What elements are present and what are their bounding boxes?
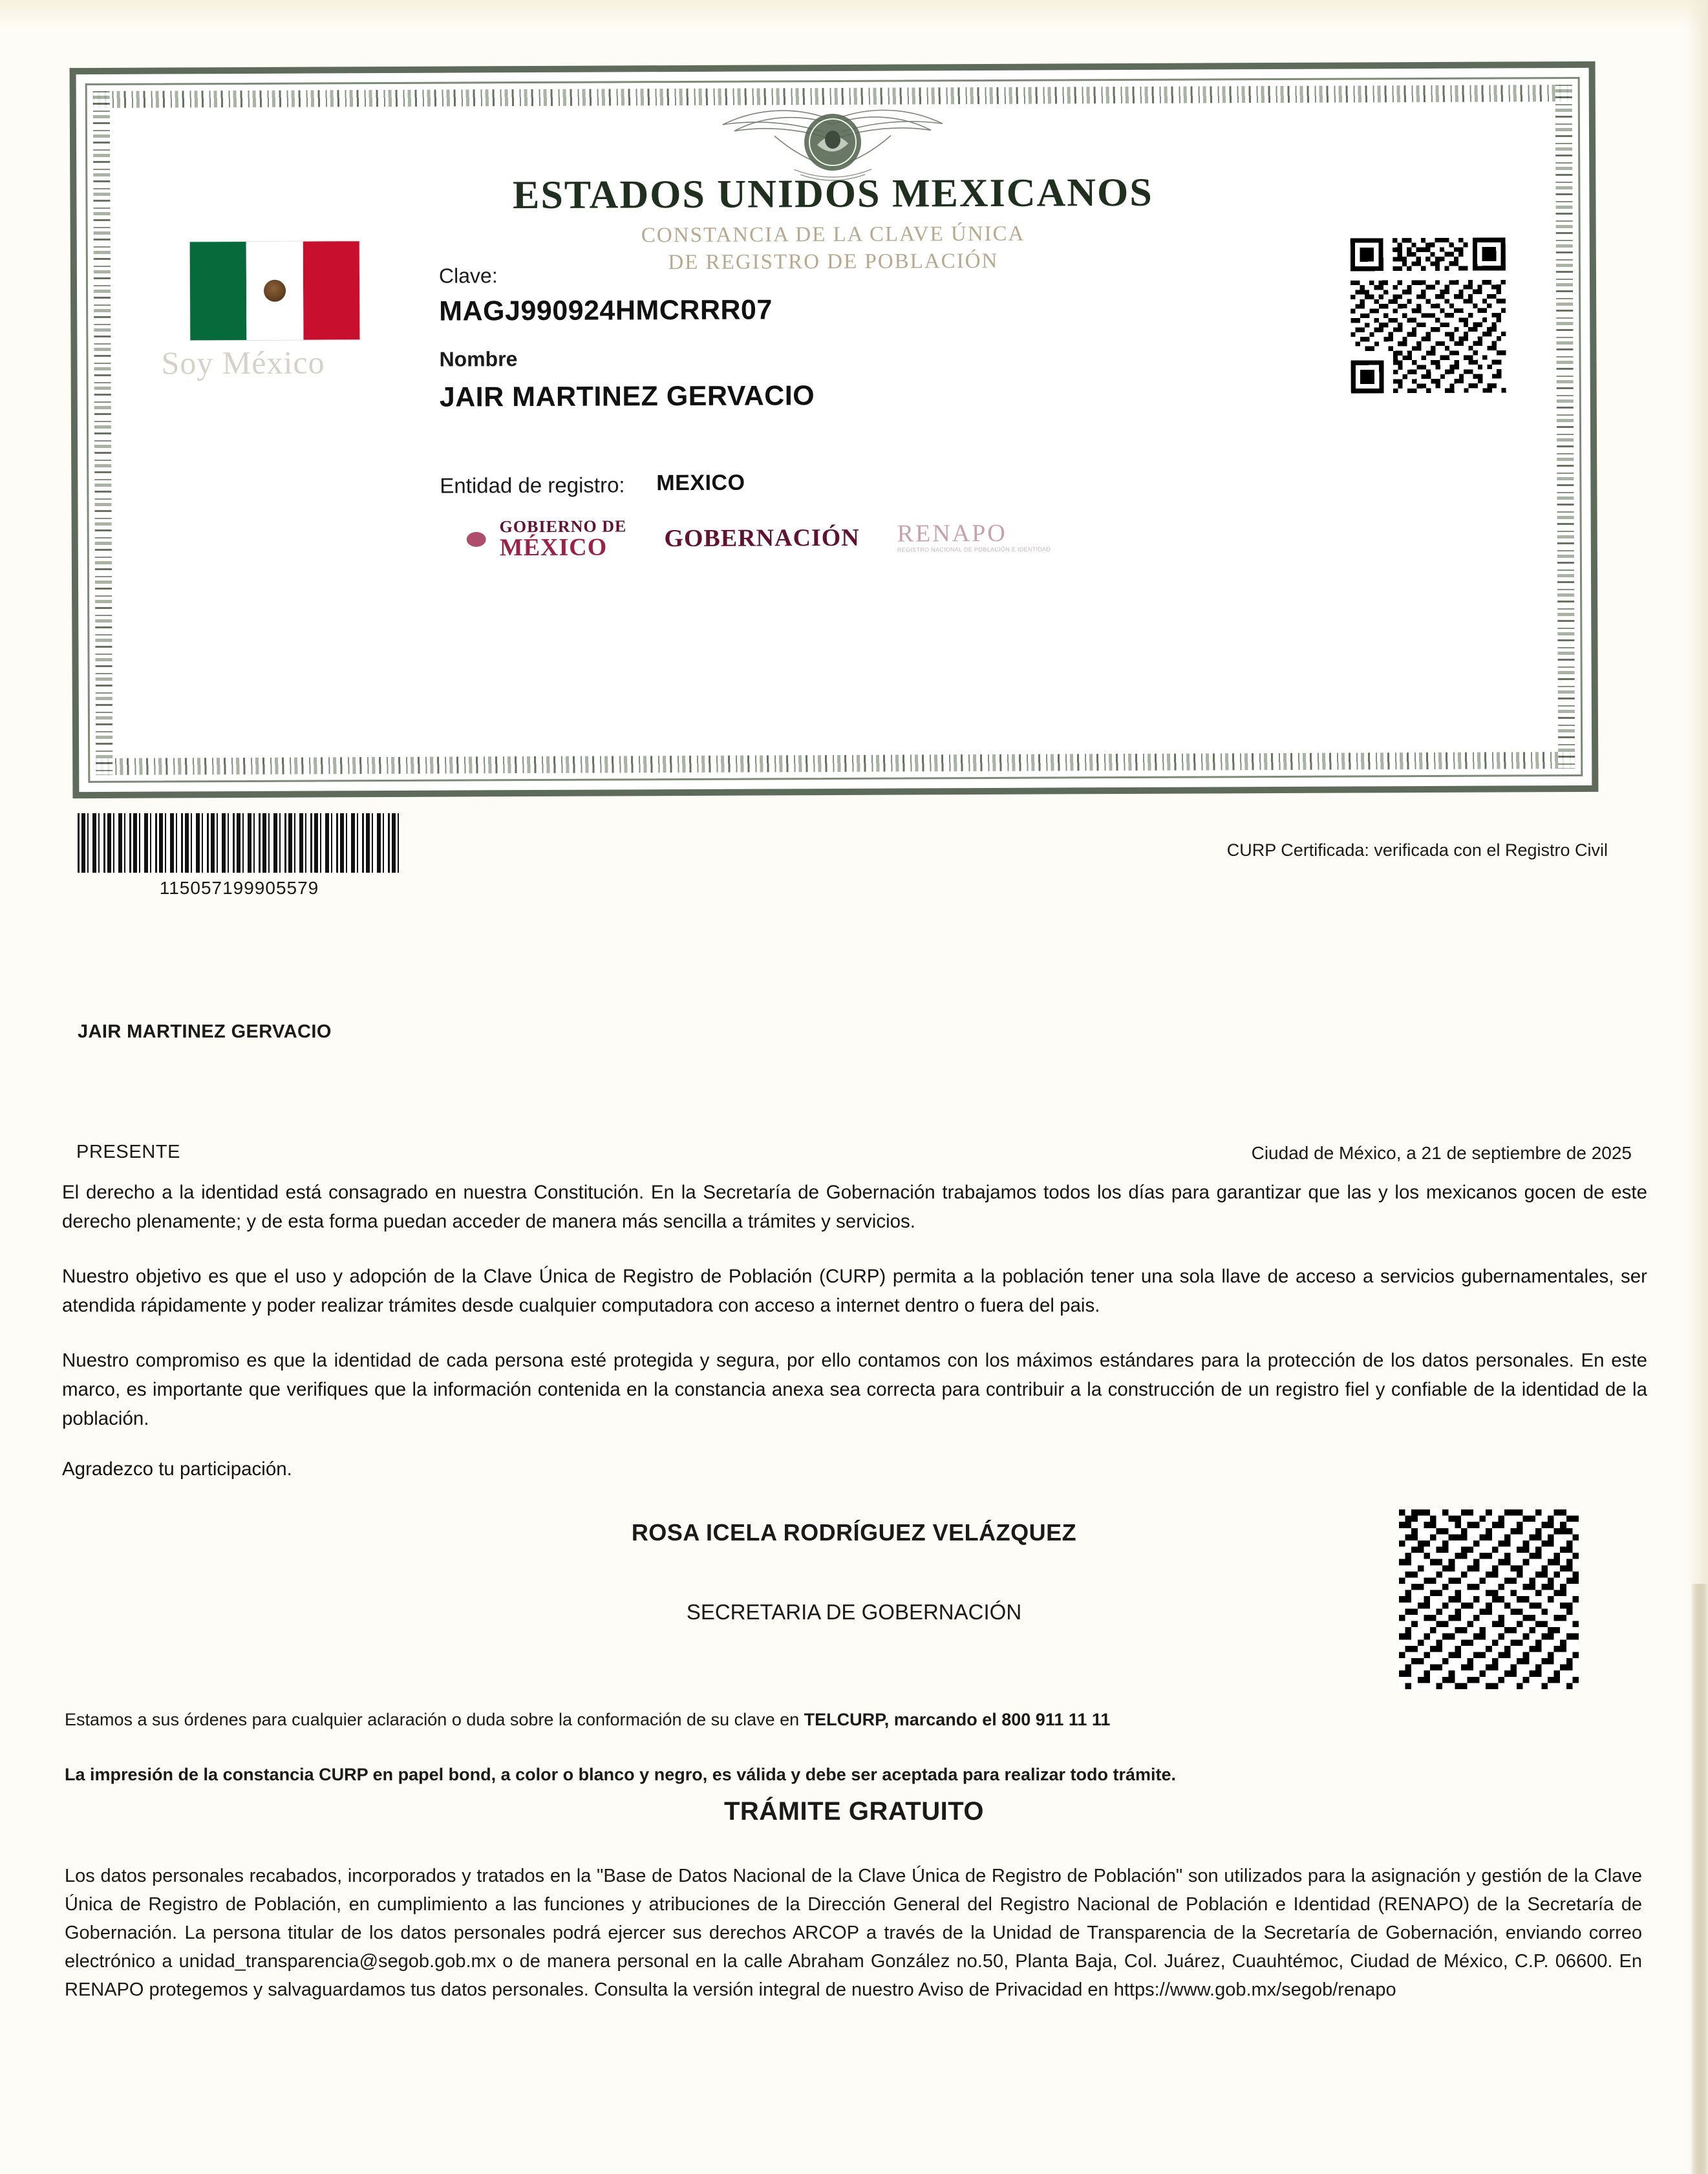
privacy-notice: Los datos personales recabados, incorporados y tratados en la "Base de Datos Nacional de la Clave Única de Registro de Población" son utilizados para la asignación y gestión de la Clave Única de Registro de Población, en cumplimiento a las funciones y atribuciones de la Dirección General del Registro Nacional de Población e Identidad (RENAPO) de la Secretaría de Gobernación. La persona titular de los datos personales podrá ejercer sus derechos ARCOP a través de la Unidad de Transparencia de la Secretaría de Gobernación, enviando correo electrónico a unidad_transparencia@segob.gob.mx o de manera personal en la calle Abraham González no.50, Planta Baja, Col. Juárez, Cuauhtémoc, Ciudad de México, C.P. 06600. En RENAPO protegemos y salvaguardamos tus datos personales. Consulta la versión integral de nuestro Aviso de Privacidad en https://www.gob.mx/segob/renapo — [65, 1866, 1642, 2000]
logo-renapo-name: RENAPO — [897, 520, 1007, 548]
flag-stripe-red — [303, 241, 359, 339]
qr-code-icon — [1350, 237, 1506, 393]
signer-title: SECRETARIA DE GOBERNACIÓN — [686, 1600, 1022, 1624]
entidad-label: Entidad de registro: — [440, 473, 625, 498]
document-subtitle-line1: CONSTANCIA DE LA CLAVE ÚNICA — [641, 222, 1025, 248]
clave-value: MAGJ990924HMCRRR07 — [439, 294, 773, 327]
telcurp-phone: TELCURP, marcando el 800 911 11 11 — [804, 1710, 1111, 1729]
logo-gobierno-line2: MÉXICO — [499, 533, 608, 562]
logo-gobierno-de-mexico — [460, 518, 627, 560]
clave-label: Clave: — [438, 264, 498, 288]
curp-constancia-card — [71, 65, 1597, 795]
document-subtitle-line2: DE REGISTRO DE POBLACIÓN — [668, 249, 999, 275]
logo-gobernacion: GOBERNACIÓN — [664, 524, 860, 553]
page-title: ESTADOS UNIDOS MEXICANOS — [512, 170, 1153, 218]
ornamental-border — [70, 61, 1599, 798]
page-edge-shadow — [1691, 1584, 1708, 2174]
letter-paragraph-4: Agradezco tu participación. — [62, 1458, 292, 1480]
curp-certificada-note: CURP Certificada: verificada con el Registro Civil — [1226, 840, 1608, 860]
flag-stripe-green — [190, 242, 247, 340]
impresion-note: La impresión de la constancia CURP en papel bond, a color o blanco y negro, es válida y debe ser aceptada para realizar todo trámite. — [65, 1765, 1177, 1784]
letter-addressee: JAIR MARTINEZ GERVACIO — [78, 1021, 332, 1042]
institutional-logos — [460, 517, 1051, 560]
letter-paragraph-2: Nuestro objetivo es que el uso y adopción de la Clave Única de Registro de Población (CURP) permita a la población tener una sola llave de acceso a servicios gubernamentales, ser atendida rápidamente y poder realizar trámites desde cualquier computadora con acceso a internet dentro o fuera del pais. — [62, 1266, 1647, 1316]
gob-eagle-icon — [460, 526, 493, 552]
mexican-flag-icon — [190, 241, 360, 340]
logo-renapo — [897, 521, 1051, 553]
watermark-soy-mexico: Soy México — [161, 344, 325, 381]
flag-stripe-white — [246, 242, 303, 340]
barcode-block — [78, 813, 414, 899]
letter-paragraph-1: El derecho a la identidad está consagrado en nuestra Constitución. En la Secretaría de Gobernación trabajamos todos los días para garantizar que las y los mexicanos gocen de este derecho plenamente; y de esta forma puedan acceder de manera más sencilla a trámites y servicios. — [62, 1182, 1647, 1232]
qr-code-icon — [1399, 1509, 1579, 1689]
nombre-label: Nombre — [439, 347, 518, 371]
telcurp-text: Estamos a sus órdenes para cualquier aclaración o duda sobre la conformación de su clave en — [65, 1710, 804, 1729]
logo-gobierno-line1: GOBIERNO DE — [499, 517, 627, 537]
nombre-value: JAIR MARTINEZ GERVACIO — [439, 380, 815, 413]
entidad-value: MEXICO — [656, 470, 745, 496]
letter-paragraph-3: Nuestro compromiso es que la identidad de cada persona esté protegida y segura, por ello contamos con los máximos estándares para la protección de los datos personales. En este marco, es importante que verifiques que la información contenida en la constancia anexa sea correcta para contribuir a la construcción de un registro fiel y confiable de la identidad de la población. — [62, 1350, 1647, 1429]
tramite-gratuito-heading: TRÁMITE GRATUITO — [723, 1797, 985, 1826]
letter-city-date: Ciudad de México, a 21 de septiembre de 2025 — [1251, 1143, 1632, 1163]
telcurp-note — [65, 1710, 1110, 1730]
signer-name: ROSA ICELA RODRÍGUEZ VELÁZQUEZ — [631, 1519, 1077, 1546]
logo-renapo-subtitle: REGISTRO NACIONAL DE POBLACIÓN E IDENTIDAD — [897, 546, 1051, 553]
barcode-icon — [78, 813, 401, 873]
barcode-number: 115057199905579 — [159, 878, 319, 898]
letter-presente: PRESENTE — [76, 1142, 181, 1162]
